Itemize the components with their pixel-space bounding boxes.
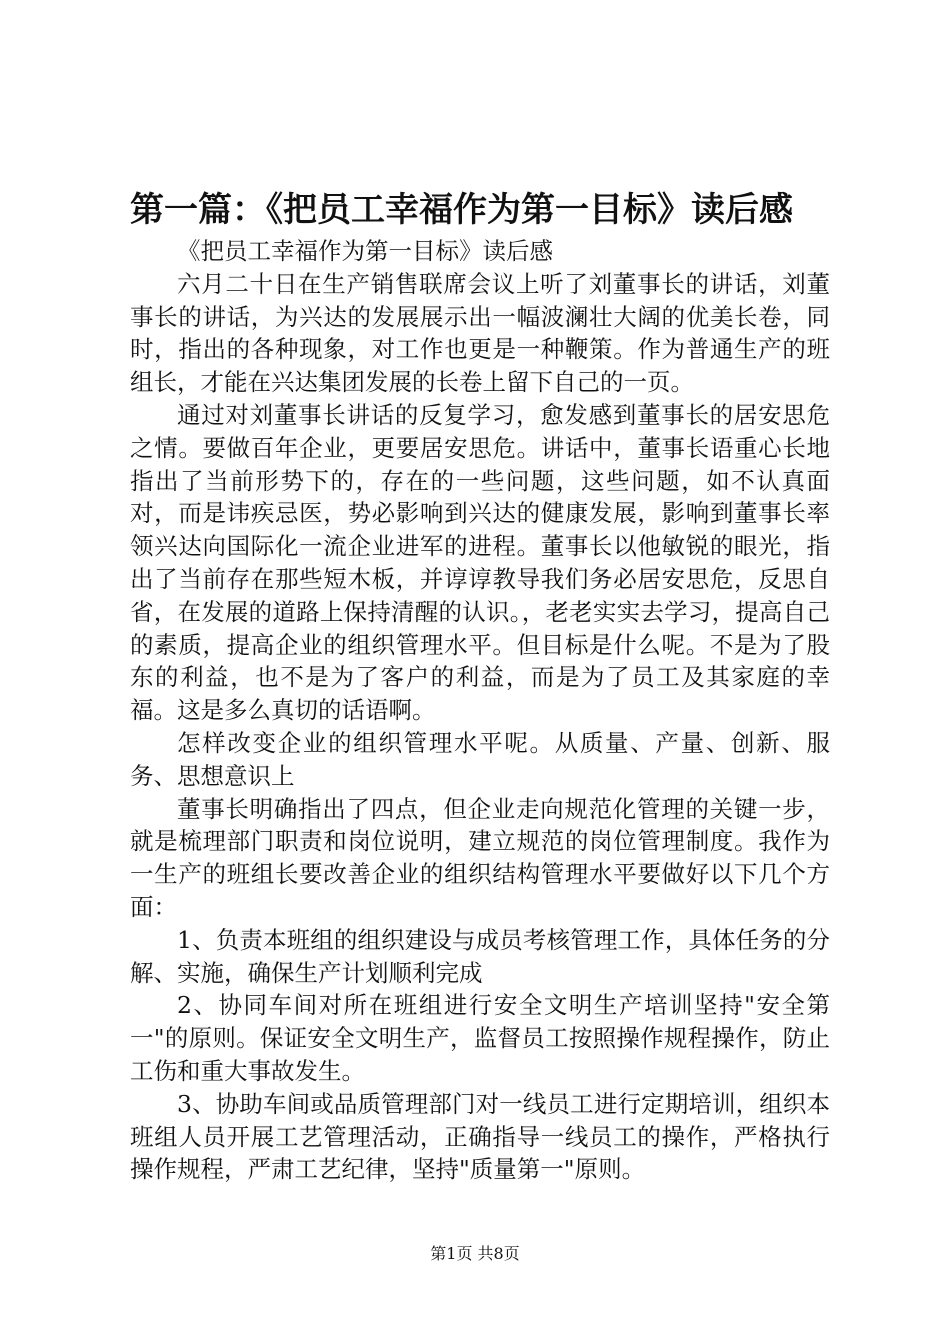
body-paragraph: 怎样改变企业的组织管理水平呢。从质量、产量、创新、服务、思想意识上 — [130, 728, 830, 790]
list-item: 1、负责本班组的组织建设与成员考核管理工作，具体任务的分解、实施，确保生产计划顺利完成 — [130, 925, 830, 987]
list-item: 2、协同车间对所在班组进行安全文明生产培训坚持"安全第一"的原则。保证安全文明生产，监督员工按照操作规程操作，防止工伤和重大事故发生。 — [130, 991, 830, 1085]
body-paragraph: 六月二十日在生产销售联席会议上听了刘董事长的讲话，刘董事长的讲话，为兴达的发展展示出一幅波澜壮大阔的优美长卷，同时，指出的各种现象，对工作也更是一种鞭策。作为普通生产的班组长，才能在兴达集团发展的长卷上留下自己的一页。 — [130, 269, 830, 397]
list-item: 3、协助车间或品质管理部门对一线员工进行定期培训，组织本班组人员开展工艺管理活动，正确指导一线员工的操作，严格执行操作规程，严肃工艺纪律，坚持"质量第一"原则。 — [130, 1089, 830, 1184]
body-paragraph: 通过对刘董事长讲话的反复学习，愈发感到董事长的居安思危之情。要做百年企业，更要居安思危。讲话中，董事长语重心长地指出了当前形势下的，存在的一些问题，这些问题，如不认真面对，而是讳疾忌医，势必影响到兴达的健康发展，影响到董事长率领兴达向国际化一流企业进军的进程。董事长以他敏锐的眼光，指出了当前存在那些短木板，并谆谆教导我们务必居安思危，反思自省，在发展的道路上保持清醒的认识。，老老实实去学习，提高自己的素质，提高企业的组织管理水平。但目标是什么呢。不是为了股东的利益，也不是为了客户的利益，而是为了员工及其家庭的幸福。这是多么真切的话语啊。 — [130, 400, 830, 725]
document-title: 第一篇：《把员工幸福作为第一目标》读后感 — [130, 190, 793, 230]
subtitle-paragraph: 《把员工幸福作为第一目标》读后感 — [177, 237, 553, 265]
body-paragraph: 董事长明确指出了四点，但企业走向规范化管理的关键一步，就是梳理部门职责和岗位说明，建立规范的岗位管理制度。我作为一生产的班组长要改善企业的组织结构管理水平要做好以下几个方面： — [130, 794, 830, 921]
document-body — [130, 235, 830, 1186]
page-number-footer: 第1页 共8页 — [430, 1244, 520, 1263]
